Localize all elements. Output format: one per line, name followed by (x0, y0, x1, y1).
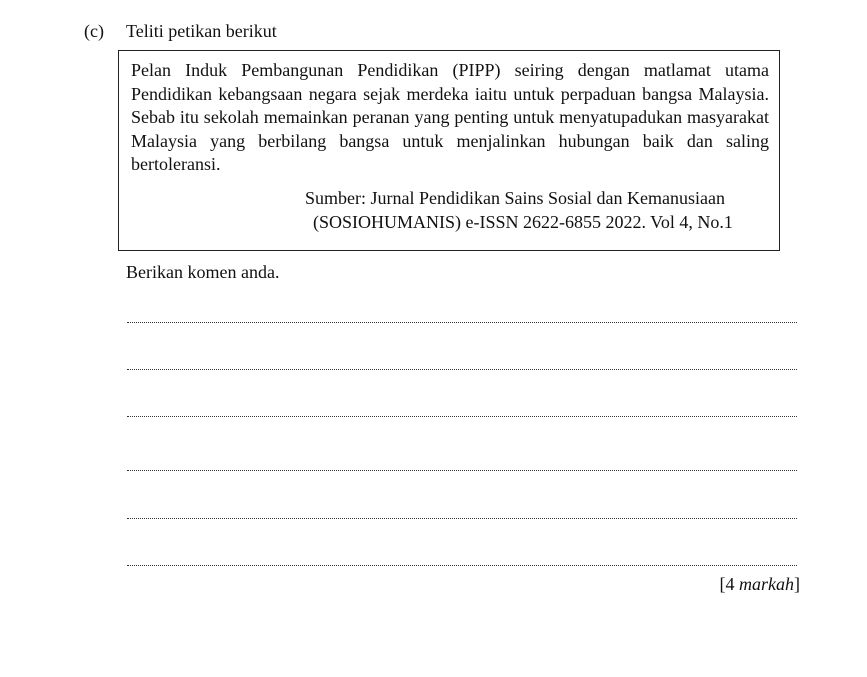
answer-line[interactable] (127, 369, 797, 370)
question-label: (c) (84, 21, 104, 41)
answer-line[interactable] (127, 470, 797, 471)
question-prompt: Berikan komen anda. (126, 262, 280, 282)
question-instruction: Teliti petikan berikut (126, 21, 277, 41)
marks-word: markah (739, 574, 794, 594)
answer-line[interactable] (127, 416, 797, 417)
answer-line[interactable] (127, 518, 797, 519)
marks-open: [4 (719, 574, 739, 594)
answer-line[interactable] (127, 565, 797, 566)
marks-close: ] (794, 574, 800, 594)
answer-line[interactable] (127, 322, 797, 323)
passage-text: Pelan Induk Pembangunan Pendidikan (PIPP) seiring dengan matlamat utama Pendidikan kebangsaan negara sejak merdeka iaitu untuk perpaduan bangsa Malaysia. Sebab itu sekolah memainkan peranan yang penting untuk menyatupadukan masyarakat Malaysia yang berbilang bangsa untuk menjalinkan hubungan baik dan saling bertoleransi. (131, 60, 769, 174)
passage-box (118, 50, 780, 251)
source-line-2: (SOSIOHUMANIS) e-ISSN 2622-6855 2022. Vol 4, No.1 (313, 212, 733, 232)
source-line-1: Sumber: Jurnal Pendidikan Sains Sosial dan Kemanusiaan (305, 188, 725, 208)
marks-label (720, 573, 801, 595)
